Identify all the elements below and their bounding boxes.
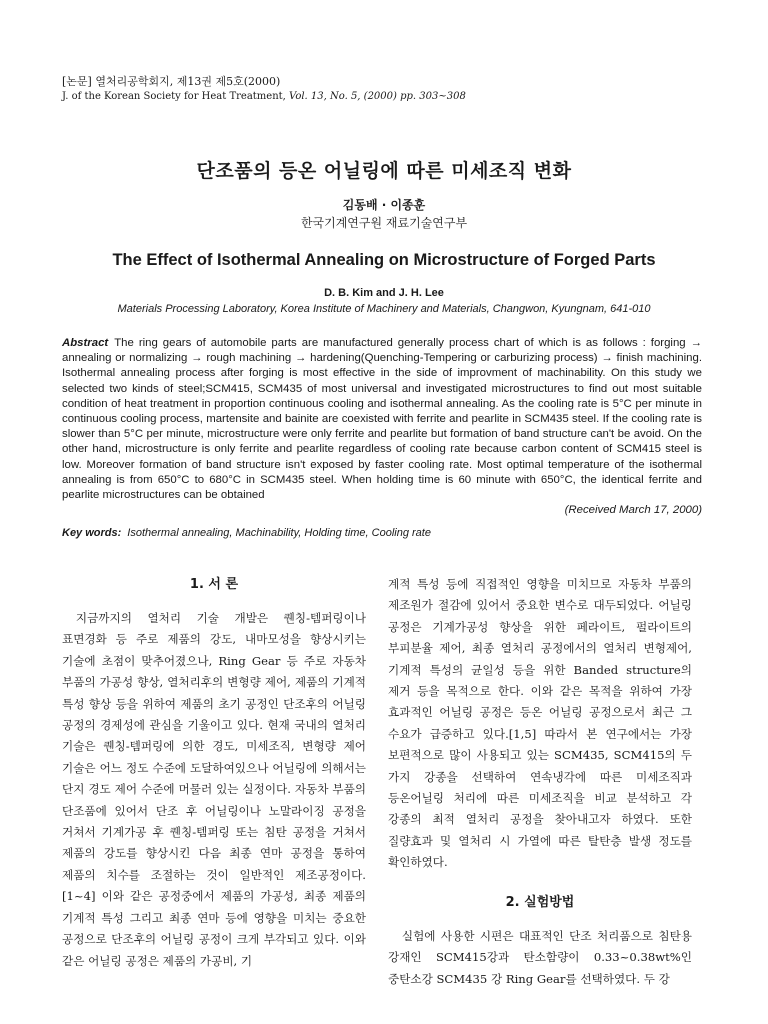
journal-header-korean: [논문] 열처리공학회지, 제13권 제5호(2000) xyxy=(62,75,281,88)
korean-affiliation: 한국기계연구원 재료기술연구부 xyxy=(300,216,468,230)
right-column xyxy=(388,574,692,990)
abstract-text: The ring gears of automobile parts are manufactured generally process chart of which is as follows : forging → annealing or normalizing → rough machining → hardening(Quenching-Tempering or carburizing process) → finish machining. Isothermal annealing process after forging is most effective in the side of improvment of machinability. On this study we selected two kinds of steel;SCM415, SCM435 of most universal and investigated microstructures to find out most suitable condition of heat treatment in proportion continuous cooling and isothermal annealing. As the cooling rate is 5°C per minute in continuous cooling process, martensite and bainite are coexisted with ferrite and pearlite in SCM435 steel. If the cooling rate is slower than 5°C per minute, microstructure were only ferrite and pearlite but formation of band structure can't be avoid. On the other hand, microstructure is only ferrite and pearlite regardless of cooling rate because carbon content of SCM415 steel is low. Moreover formation of band structure isn't exposed by faster cooling rate. Most optimal temperature of the isothermal annealing is from 650°C to 680°C in SCM435 steel. When holding time is 60 minute with 650°C, the identical ferrite and pearlite microstructures can be obtained xyxy=(62,337,702,502)
abstract-body xyxy=(62,336,702,503)
section-1-text: 지금까지의 열처리 기술 개발은 퀜칭-템퍼링이나 표면경화 등 주로 제품의 강도, 내마모성을 향상시키는 기술에 초점이 맞추어졌으나, Ring Gear 등 주로 자동차 부품의 가공성 향상, 열처리후의 변형량 제어, 제품의 기계적 특성 향상 등을 위하여 제품의 초기 공정인 단조후의 어닐링 공정의 경제성에 관심을 기울이고 있다. 현재 국내의 열처리 기술은 퀜칭-템퍼링에 의한 경도, 미세조직, 변형량 제어 기술은 어느 정도 수준에 도달하여있으나 어닐링에 의해서는 단지 경도 제어 수준에 머물러 있는 실정이다. 자동차 부품의 단조품에 있어서 단조 후 어닐링이나 노말라이징 공정을 거쳐서 기계가공 후 퀜칭-템퍼링 또는 침탄 공정을 거쳐서 제품의 강도를 향상시킨 다음 최종 연마 공정을 통하여 제품의 치수를 조절하는 것이 일반적인 제조공정이다. [1~4] 이와 같은 공정중에서 제품의 가공성, 최종 제품의 기계적 특성 그리고 최종 연마 등에 영향을 미치는 중요한 공정으로 단조후의 어닐링 공정이 크게 부각되고 있다. 이와 같은 어닐링 공정은 제품의 가공비, 기 xyxy=(62,611,366,968)
received-date: (Received March 17, 2000) xyxy=(564,504,702,517)
keywords xyxy=(62,527,702,539)
journal-header xyxy=(62,74,702,104)
korean-title: 단조품의 등온 어닐링에 따른 미세조직 변화 xyxy=(196,160,572,182)
section-2-text: 실험에 사용한 시편은 대표적인 단조 처리품으로 침탄용 강재인 SCM415강과 탄소함량이 0.33~0.38wt%인 중탄소강 SCM435 강 Ring Gear를 선택하였다. 두 강 xyxy=(388,928,692,986)
english-affiliation: Materials Processing Laboratory, Korea Institute of Machinery and Materials, Changwon, Kyungnam, 641-010 xyxy=(117,303,651,315)
left-column xyxy=(62,574,366,972)
journal-volume: Vol. 13, No. 5, (2000) pp. 303~308 xyxy=(289,91,466,102)
korean-authors: 김동배 · 이종훈 xyxy=(342,198,426,212)
section-2-title: 2. 실험방법 xyxy=(505,894,575,910)
section-1-title: 1. 서 론 xyxy=(189,577,239,592)
journal-name: J. of the Korean Society for Heat Treatment, xyxy=(62,91,290,102)
abstract xyxy=(62,336,702,518)
section-1-text-continued: 계적 특성 등에 직접적인 영향을 미치므로 자동차 부품의 제조원가 절감에 있어서 중요한 변수로 대두되었다. 어닐링 공정은 기계가공성 향상을 위한 페라이트, 펄라이트의 부피분율 제어, 최종 열처리 공정에서의 열처리 변형제어, 기계적 특성의 균일성 등을 위한 Banded structure의 제거 등을 목적으로 한다. 이와 같은 목적을 위하여 가장 효과적인 어닐링 공정은 등온 어닐링 공정으로서 최근 그 수요가 급증하고 있다.[1,5] 따라서 본 연구에서는 가장 보편적으로 많이 사용되고 있는 SCM435, SCM415의 두 가지 강종을 선택하여 연속냉각에 따른 미세조직과 등온어닐링 처리에 따른 미세조직을 비교 분석하고 각 강종의 최적 열처리 공정을 찾아내고자 하였다. 또한 질량효과 및 열처리 시 가열에 따른 탈탄층 발생 정도를 확인하였다. xyxy=(388,577,692,870)
abstract-label: Abstract xyxy=(62,337,109,349)
journal-header-english xyxy=(62,90,702,104)
keywords-text: Isothermal annealing, Machinability, Holding time, Cooling rate xyxy=(127,527,431,539)
english-title: The Effect of Isothermal Annealing on Microstructure of Forged Parts xyxy=(112,251,656,269)
english-authors: D. B. Kim and J. H. Lee xyxy=(324,287,444,299)
keywords-label: Key words: xyxy=(62,527,122,539)
